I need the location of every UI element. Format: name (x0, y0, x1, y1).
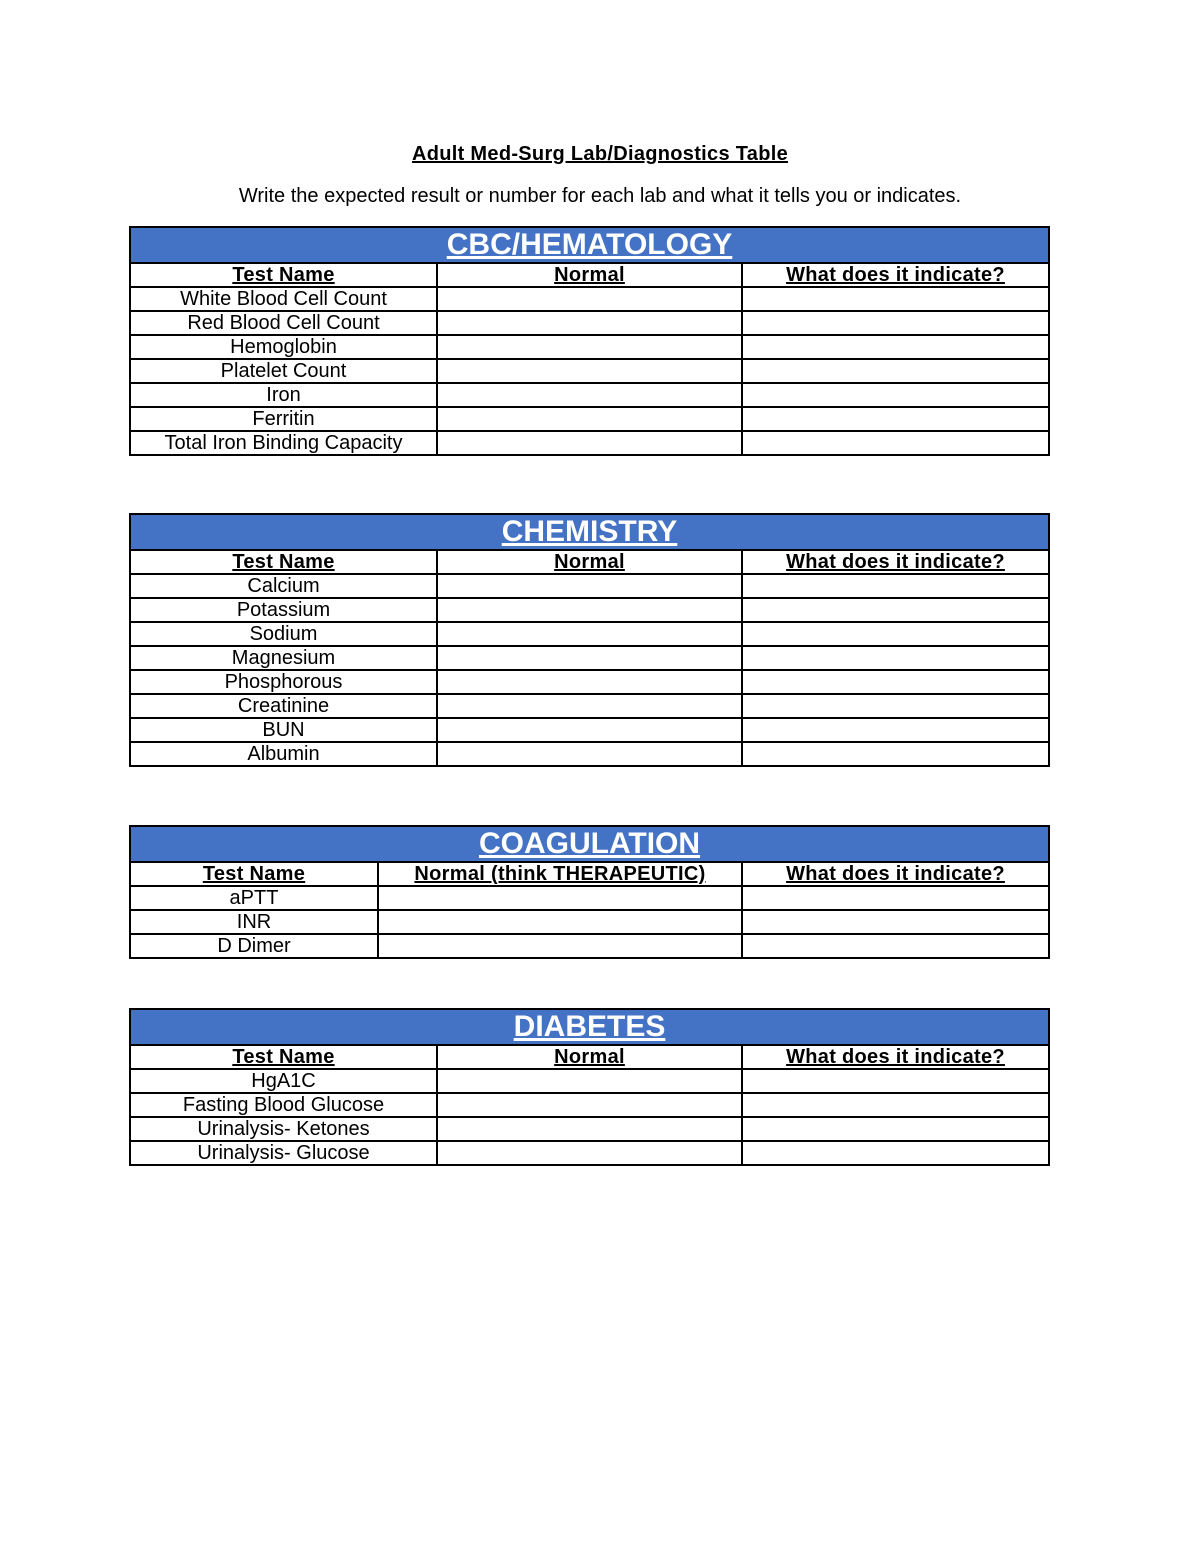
indication-cell[interactable] (742, 598, 1049, 622)
column-header-normal: Normal (437, 550, 742, 574)
normal-value-cell[interactable] (437, 1117, 742, 1141)
test-name-cell: Sodium (130, 622, 437, 646)
test-name-cell: White Blood Cell Count (130, 287, 437, 311)
test-name-cell: aPTT (130, 886, 378, 910)
indication-cell[interactable] (742, 742, 1049, 766)
normal-value-cell[interactable] (437, 407, 742, 431)
test-name-cell: Potassium (130, 598, 437, 622)
normal-value-cell[interactable] (378, 934, 742, 958)
table-row (130, 407, 1049, 431)
test-name-cell: Total Iron Binding Capacity (130, 431, 437, 455)
indication-cell[interactable] (742, 718, 1049, 742)
cbc-hematology-table (129, 226, 1050, 456)
normal-value-cell[interactable] (437, 359, 742, 383)
table-row (130, 886, 1049, 910)
table-row (130, 934, 1049, 958)
table-row (130, 287, 1049, 311)
column-header-indication: What does it indicate? (742, 1045, 1049, 1069)
normal-value-cell[interactable] (378, 886, 742, 910)
normal-value-cell[interactable] (437, 598, 742, 622)
indication-cell[interactable] (742, 670, 1049, 694)
test-name-cell: Red Blood Cell Count (130, 311, 437, 335)
test-name-cell: Albumin (130, 742, 437, 766)
indication-cell[interactable] (742, 1069, 1049, 1093)
test-name-cell: Hemoglobin (130, 335, 437, 359)
normal-value-cell[interactable] (437, 383, 742, 407)
column-header-test-name: Test Name (130, 1045, 437, 1069)
section-header-diabetes: DIABETES (130, 1009, 1049, 1045)
normal-value-cell[interactable] (437, 742, 742, 766)
normal-value-cell[interactable] (437, 574, 742, 598)
table-row (130, 359, 1049, 383)
normal-value-cell[interactable] (437, 1141, 742, 1165)
normal-value-cell[interactable] (437, 335, 742, 359)
column-header-test-name: Test Name (130, 862, 378, 886)
indication-cell[interactable] (742, 287, 1049, 311)
normal-value-cell[interactable] (437, 718, 742, 742)
indication-cell[interactable] (742, 335, 1049, 359)
column-header-normal: Normal (437, 263, 742, 287)
test-name-cell: Creatinine (130, 694, 437, 718)
table-row (130, 1141, 1049, 1165)
indication-cell[interactable] (742, 574, 1049, 598)
test-name-cell: Phosphorous (130, 670, 437, 694)
test-name-cell: HgA1C (130, 1069, 437, 1093)
table-row (130, 598, 1049, 622)
diabetes-table (129, 1008, 1050, 1166)
table-row (130, 431, 1049, 455)
column-header-indication: What does it indicate? (742, 263, 1049, 287)
coagulation-table (129, 825, 1050, 959)
column-header-indication: What does it indicate? (742, 862, 1049, 886)
test-name-cell: Urinalysis- Glucose (130, 1141, 437, 1165)
normal-value-cell[interactable] (437, 1069, 742, 1093)
normal-value-cell[interactable] (378, 910, 742, 934)
test-name-cell: Platelet Count (130, 359, 437, 383)
table-row (130, 646, 1049, 670)
indication-cell[interactable] (742, 646, 1049, 670)
indication-cell[interactable] (742, 1117, 1049, 1141)
normal-value-cell[interactable] (437, 311, 742, 335)
table-row (130, 1117, 1049, 1141)
normal-value-cell[interactable] (437, 287, 742, 311)
table-row (130, 1069, 1049, 1093)
section-header-chemistry: CHEMISTRY (130, 514, 1049, 550)
section-header-coagulation: COAGULATION (130, 826, 1049, 862)
normal-value-cell[interactable] (437, 694, 742, 718)
normal-value-cell[interactable] (437, 622, 742, 646)
indication-cell[interactable] (742, 359, 1049, 383)
table-row (130, 910, 1049, 934)
normal-value-cell[interactable] (437, 1093, 742, 1117)
test-name-cell: Iron (130, 383, 437, 407)
indication-cell[interactable] (742, 886, 1049, 910)
table-row (130, 694, 1049, 718)
indication-cell[interactable] (742, 934, 1049, 958)
instructions-text: Write the expected result or number for each lab and what it tells you or indicates. (238, 185, 962, 207)
test-name-cell: Ferritin (130, 407, 437, 431)
column-header-normal: Normal (437, 1045, 742, 1069)
table-row (130, 670, 1049, 694)
page-title: Adult Med-Surg Lab/Diagnostics Table (411, 143, 788, 165)
test-name-cell: BUN (130, 718, 437, 742)
column-header-test-name: Test Name (130, 263, 437, 287)
table-row (130, 335, 1049, 359)
column-header-indication: What does it indicate? (742, 550, 1049, 574)
table-row (130, 574, 1049, 598)
table-row (130, 383, 1049, 407)
table-row (130, 1093, 1049, 1117)
section-header-cbc: CBC/HEMATOLOGY (130, 227, 1049, 263)
test-name-cell: D Dimer (130, 934, 378, 958)
table-row (130, 742, 1049, 766)
indication-cell[interactable] (742, 694, 1049, 718)
test-name-cell: Fasting Blood Glucose (130, 1093, 437, 1117)
indication-cell[interactable] (742, 1141, 1049, 1165)
table-row (130, 311, 1049, 335)
indication-cell[interactable] (742, 407, 1049, 431)
indication-cell[interactable] (742, 622, 1049, 646)
indication-cell[interactable] (742, 431, 1049, 455)
normal-value-cell[interactable] (437, 670, 742, 694)
column-header-test-name: Test Name (130, 550, 437, 574)
table-row (130, 718, 1049, 742)
normal-value-cell[interactable] (437, 431, 742, 455)
indication-cell[interactable] (742, 910, 1049, 934)
test-name-cell: Urinalysis- Ketones (130, 1117, 437, 1141)
test-name-cell: INR (130, 910, 378, 934)
test-name-cell: Magnesium (130, 646, 437, 670)
table-row (130, 622, 1049, 646)
chemistry-table (129, 513, 1050, 767)
indication-cell[interactable] (742, 1093, 1049, 1117)
normal-value-cell[interactable] (437, 646, 742, 670)
indication-cell[interactable] (742, 311, 1049, 335)
test-name-cell: Calcium (130, 574, 437, 598)
column-header-normal: Normal (think THERAPEUTIC) (378, 862, 742, 886)
indication-cell[interactable] (742, 383, 1049, 407)
